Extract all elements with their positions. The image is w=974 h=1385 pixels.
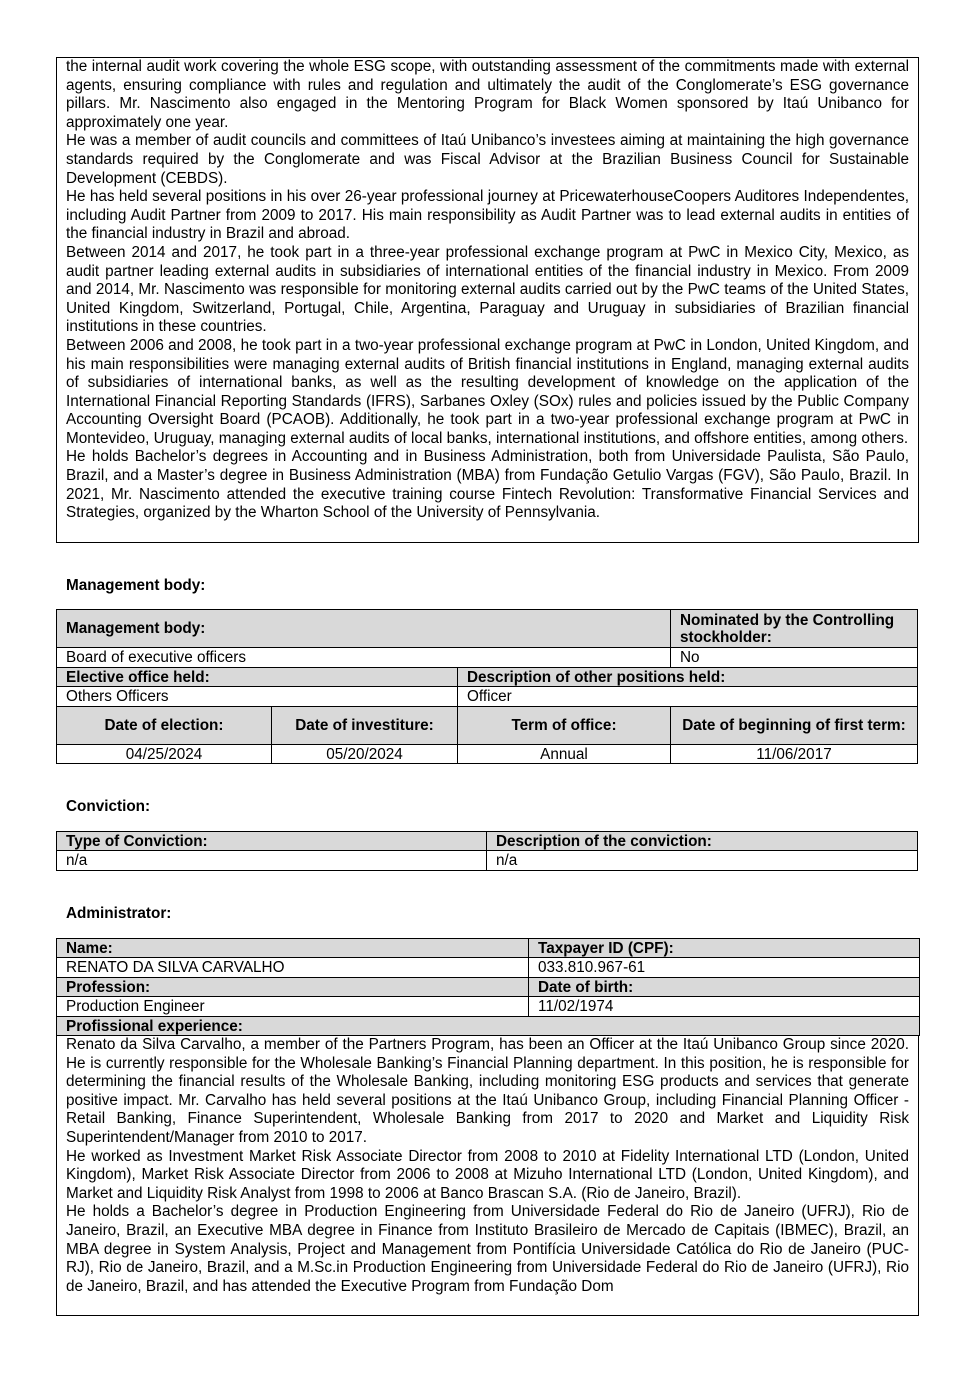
term-of-office-label: Term of office: xyxy=(458,707,671,745)
date-of-investiture-value: 05/20/2024 xyxy=(272,745,458,764)
nominated-label: Nominated by the Controlling stockholder: xyxy=(671,610,918,648)
first-term-date-value: 11/06/2017 xyxy=(671,745,918,764)
experience-paragraph: He holds a Bachelor’s degree in Production Engineering from Universidade Federal do Rio de Janeiro (UFRJ), Rio de Janeiro, Brazil, an Executive MBA degree in Finance from Instituto Brasileiro de Mercado de Capitais (IBMEC), Brazil, an MBA degree in System Analysis, Project and Management from Pontifícia Universidade Católica do Rio de Janeiro (PUC-RJ), Rio de Janeiro, Brazil, and a M.Sc.in Production Engineering from Universidade Federal do Rio de Janeiro (UFRJ), Rio de Janeiro, Brazil, and has attended the Executive Program from Fundação Dom xyxy=(66,1203,909,1295)
date-of-election-value: 04/25/2024 xyxy=(57,745,272,764)
first-term-date-label: Date of beginning of first term: xyxy=(671,707,918,745)
profession-label: Profession: xyxy=(57,978,529,997)
conviction-description-label: Description of the conviction: xyxy=(487,832,918,851)
professional-experience-box xyxy=(56,1035,919,1316)
date-of-investiture-label: Date of investiture: xyxy=(272,707,458,745)
date-of-election-label: Date of election: xyxy=(57,707,272,745)
bio-paragraph: Between 2014 and 2017, he took part in a three-year professional exchange program at PwC in Mexico City, Mexico, as audit partner leading external audits in subsidiaries of international entities of the financial industry in Mexico. From 2009 and 2014, Mr. Nascimento was responsible for monitoring external audits carried out by the PwC teams of the United States, United Kingdom, Switzerland, Portugal, Chile, Argentina, Paraguay and Uruguay in subsidiaries of Brazilian financial institutions in these countries. xyxy=(66,243,909,336)
name-value: RENATO DA SILVA CARVALHO xyxy=(57,958,529,978)
type-of-conviction-label: Type of Conviction: xyxy=(57,832,487,851)
bio-paragraph: the internal audit work covering the whole ESG scope, with outstanding assessment of the commitments made with external agents, ensuring compliance with rules and regulation and ultimately the audit of the Conglomerate’s ESG governance pillars. Mr. Nascimento also engaged in the Mentoring Program for Black Women sponsored by Itaú Unibanco for approximately one year. xyxy=(66,58,909,131)
bio-paragraph: He holds Bachelor’s degrees in Accounting and in Business Administration, both from Universidade Paulista, São Paulo, Brazil, and a Master’s degree in Business Administration (MBA) from Fundação Getulio Vargas (FGV), São Paulo, Brazil. In 2021, Mr. Nascimento attended the executive training course Fintech Revolution: Transformative Financial Services and Strategies, organized by the Wharton School of the University of Pennsylvania. xyxy=(66,448,909,522)
taxpayer-id-value: 033.810.967-61 xyxy=(529,958,920,978)
profession-value: Production Engineer xyxy=(57,997,529,1017)
management-body-heading: Management body: xyxy=(66,577,206,594)
taxpayer-id-label: Taxpayer ID (CPF): xyxy=(529,939,920,958)
other-positions-value: Officer xyxy=(458,687,918,707)
conviction-heading: Conviction: xyxy=(66,798,151,815)
bio-continuation-box xyxy=(56,57,919,543)
bio-paragraph: He has held several positions in his over 26-year professional journey at PricewaterhouseCoopers Auditores Independentes, including Audit Partner from 2009 to 2017. His main responsibility as Audit Partner was to lead external audits in entities of the financial industry in Brazil and abroad. xyxy=(66,188,909,243)
name-label: Name: xyxy=(57,939,529,958)
experience-paragraph: Renato da Silva Carvalho, a member of the Partners Program, has been an Officer at the Itaú Unibanco Group since 2020. He is currently responsible for the Wholesale Banking’s Financial Planning department. In this position, he is responsible for determining the financial results of the Wholesale Banking, including monitoring ESG products and services that generate positive impact. Mr. Carvalho has held several positions at the Itaú Unibanco Group, including Financial Planning Officer - Retail Banking, Finance Superintendent, Wholesale Banking from 2017 to 2020 and Market and Liquidity Risk Superintendent/Manager from 2010 to 2017. xyxy=(66,1036,909,1146)
type-of-conviction-value: n/a xyxy=(57,851,487,871)
management-body-value: Board of executive officers xyxy=(57,648,671,668)
elective-office-value: Others Officers xyxy=(57,687,458,707)
conviction-description-value: n/a xyxy=(487,851,918,871)
nominated-value: No xyxy=(671,648,918,668)
bio-paragraph: He was a member of audit councils and committees of Itaú Unibanco’s investees aiming at maintaining the high governance standards required by the Conglomerate and was Fiscal Advisor at the Brazilian Business Council for Sustainable Development (CEBDS). xyxy=(66,132,909,187)
administrator-table xyxy=(56,938,920,1036)
date-of-birth-value: 11/02/1974 xyxy=(529,997,920,1017)
date-of-birth-label: Date of birth: xyxy=(529,978,920,997)
bio-paragraph: Between 2006 and 2008, he took part in a two-year professional exchange program at PwC in London, United Kingdom, and his main responsibilities were managing external audits of British financial institutions in England, managing external audits of subsidiaries of international banks, as well as the resulting development of knowledge on the application of the International Financial Reporting Standards (IFRS), Sarbanes Oxley (SOx) rules and policies issued by the Public Company Accounting Oversight Board (PCAOB). Additionally, he took part in a two-year professional exchange program at PwC in Montevideo, Uruguay, managing external audits of local banks, international institutions, and offshore entities, among others. xyxy=(66,336,909,447)
professional-experience-label: Profissional experience: xyxy=(57,1017,920,1036)
management-body-table xyxy=(56,609,918,764)
elective-office-label: Elective office held: xyxy=(57,668,458,687)
experience-paragraph: He worked as Investment Market Risk Associate Director from 2008 to 2010 at Fidelity International LTD (London, United Kingdom), Market Risk Associate Director from 2006 to 2008 at Mizuho International LTD (London, United Kingdom), and Market and Liquidity Risk Analyst from 1998 to 2006 at Banco Brascan S.A. (Rio de Janeiro, Brazil). xyxy=(66,1147,909,1202)
term-of-office-value: Annual xyxy=(458,745,671,764)
conviction-table xyxy=(56,831,918,871)
management-body-label: Management body: xyxy=(57,610,671,648)
other-positions-label: Description of other positions held: xyxy=(458,668,918,687)
administrator-heading: Administrator: xyxy=(66,905,172,922)
